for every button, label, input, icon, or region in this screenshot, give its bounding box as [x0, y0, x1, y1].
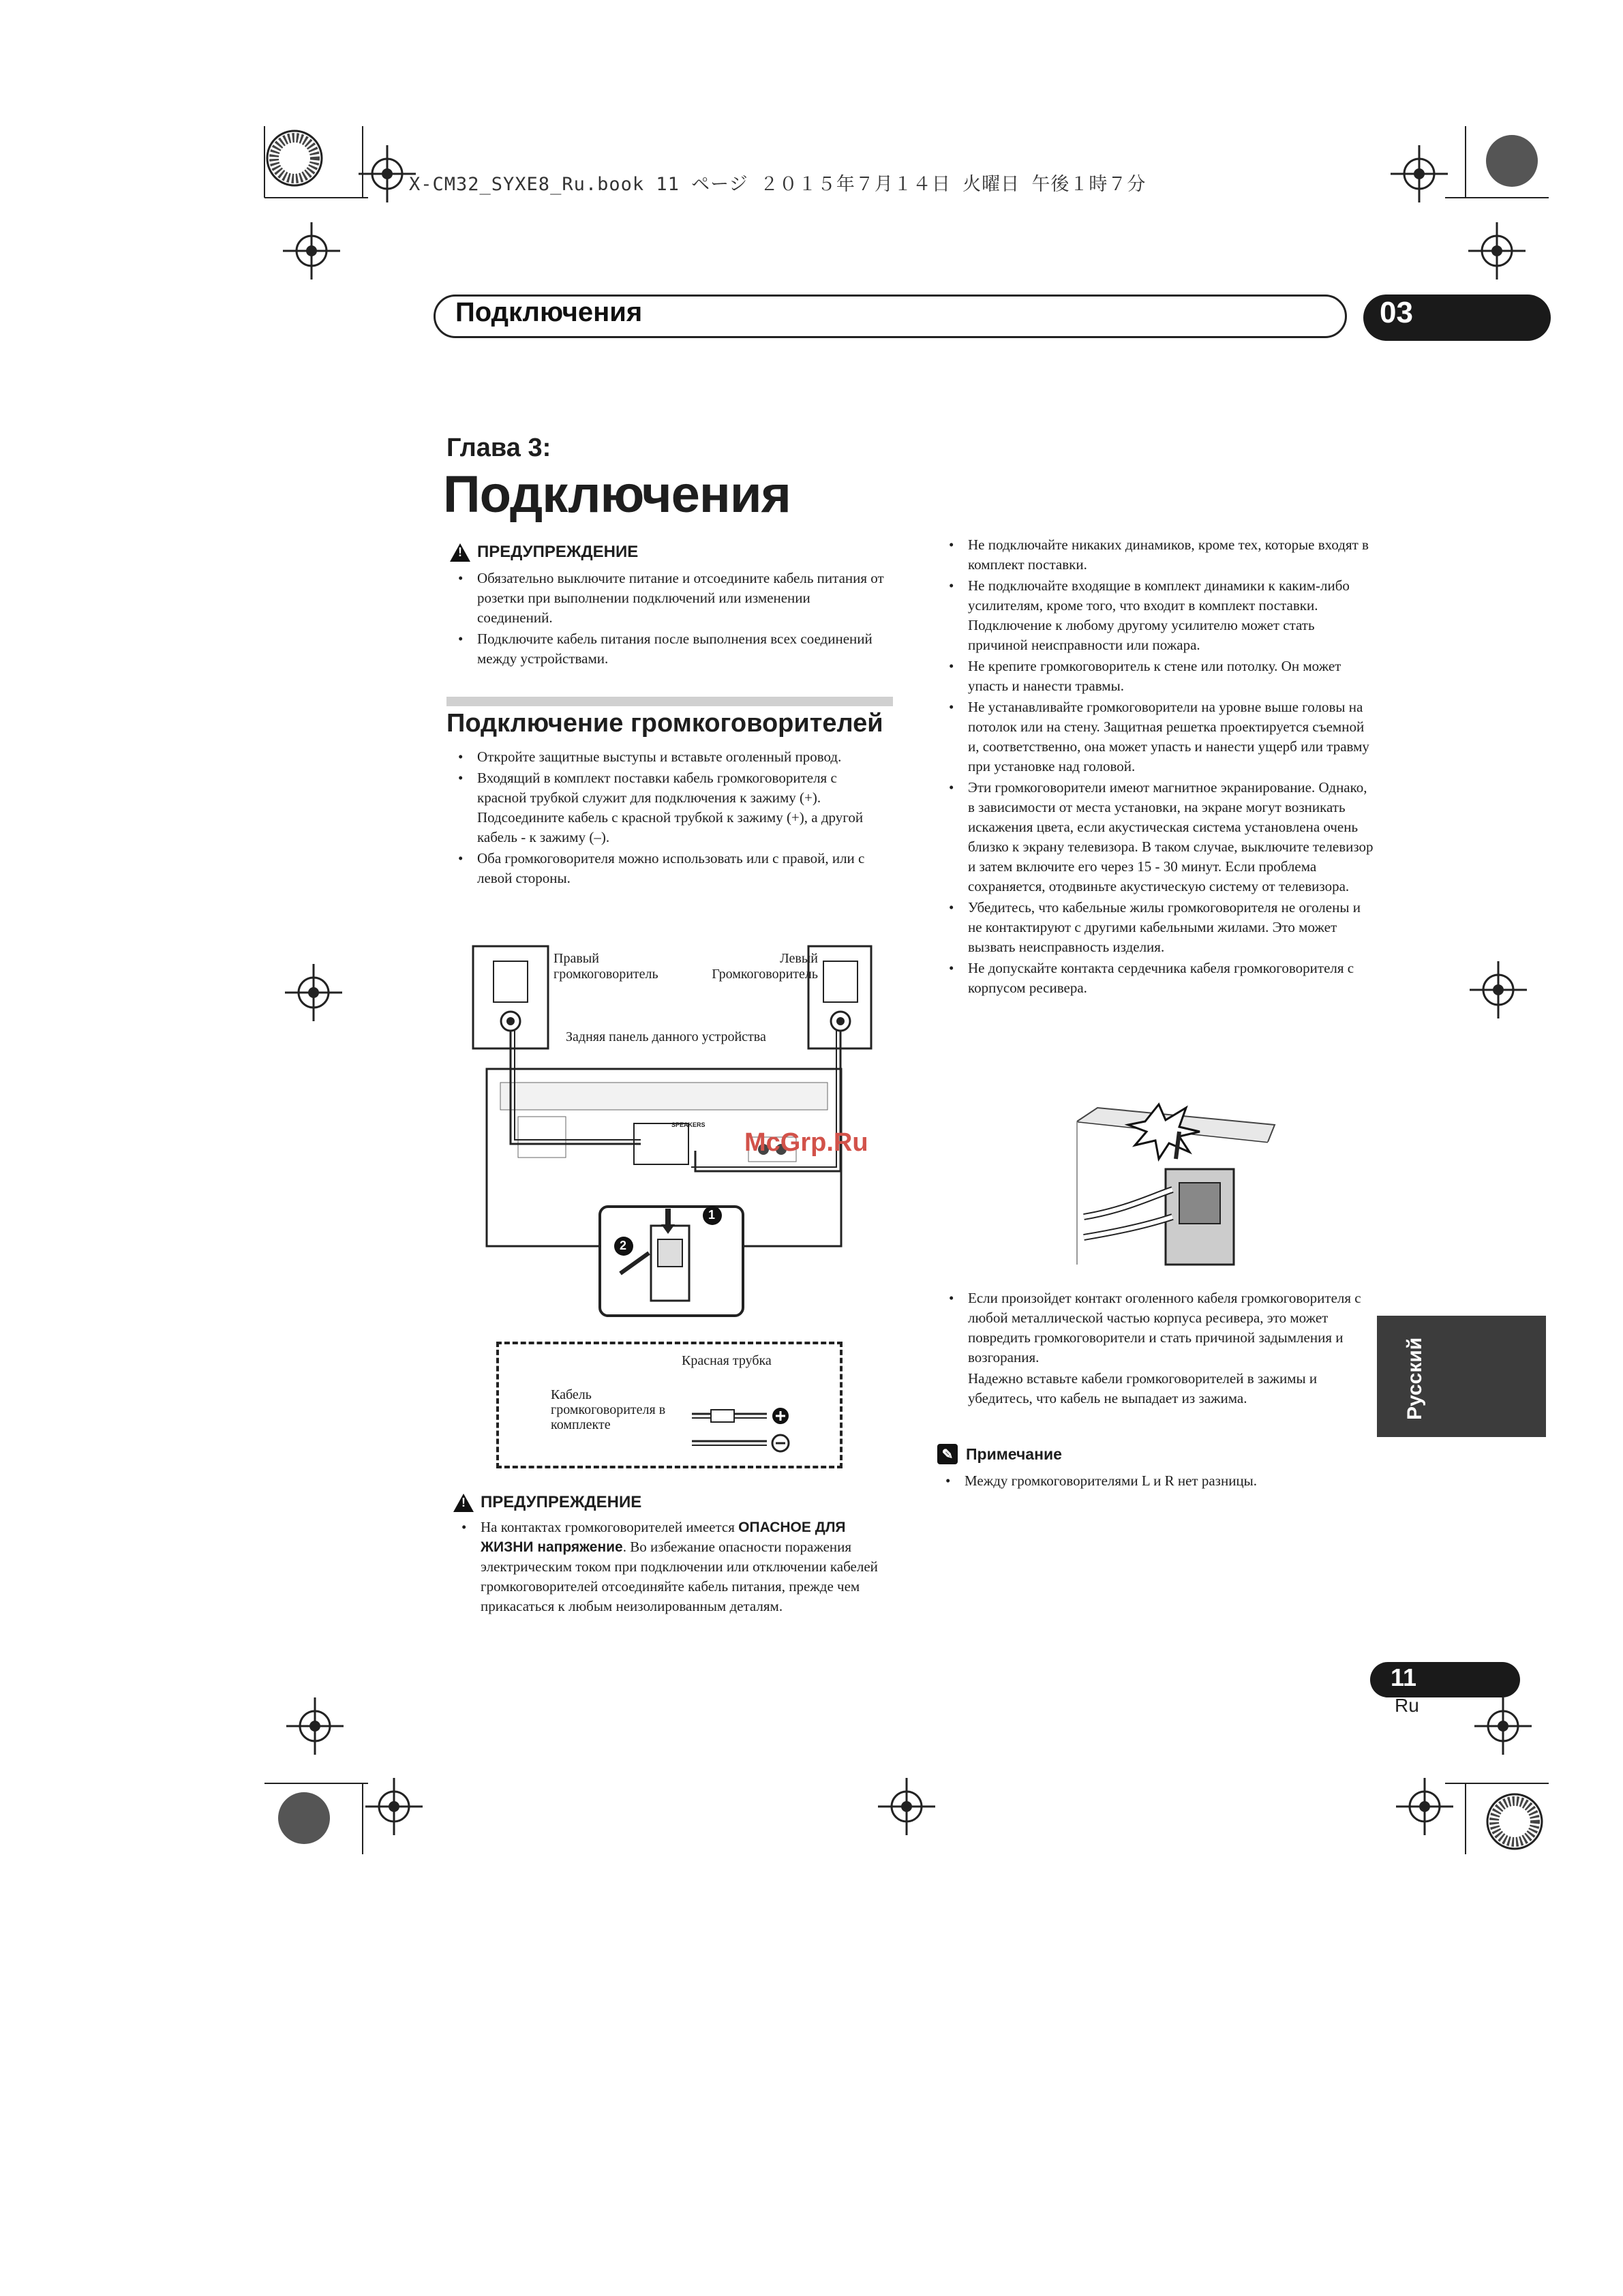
page-number: 11 [1391, 1663, 1417, 1691]
rear-panel-label: Задняя панель данного устройства [566, 1029, 766, 1044]
step-2-marker: 2 [620, 1239, 627, 1252]
cable-illustration [685, 1398, 801, 1459]
list-item: • Не допускайте контакта сердечника кабеля громкоговорителя с корпусом ресивера. [941, 958, 1377, 998]
short-circuit-illustration [1070, 1094, 1281, 1275]
warning-triangle-icon [453, 1494, 474, 1512]
list-item: • Входящий в комплект поставки кабель громкоговорителя с красной трубкой служит для подключения к зажиму (+). Подсоедините кабель с красной трубкой к зажиму (+), а другой кабель - к зажиму (–). [450, 768, 879, 847]
speakers-terminal-label: SPEAKERS [671, 1121, 706, 1128]
speaker-instructions [450, 747, 879, 890]
list-item: • Подключите кабель питания после выполнения всех соединений между устройствами. [450, 629, 886, 669]
pencil-note-icon: ✎ [937, 1444, 958, 1464]
warning-block-2 [453, 1493, 890, 1618]
instruction-list [450, 747, 879, 888]
list-item: • Эти громкоговорители имеют магнитное экранирование. Однако, в зависимости от места установки, на экране могут возникать искажения цвета, если акустическая система установлена очень близко к экрану телевизора. В таком случае, выключите телевизор и затем включите его через 15 - 30 минут. Если проблема сохраняется, отодвиньте акустическую систему от телевизора. [941, 778, 1377, 896]
chapter-number: 03 [1380, 296, 1413, 329]
warning-heading: ! ПРЕДУПРЕЖДЕНИЕ [450, 543, 886, 562]
right-speaker-label: Правый громкоговоритель [553, 951, 658, 982]
contact-list [941, 1288, 1377, 1368]
section-title: Подключения [455, 297, 643, 327]
list-item: • На контактах громкоговорителей имеется ОПАСНОЕ ДЛЯ ЖИЗНИ напряжение. Во избежание опасности поражения электрическим током при подключении или отключении кабелей громкоговорителей отсоединяйте кабель питания, прежде чем прикасаться к любым неизолированным деталям. [453, 1517, 890, 1616]
list-item: • Между громкоговорителями L и R нет разницы. [937, 1471, 1374, 1491]
subsection-title: Подключение громкоговорителей [446, 709, 883, 738]
step-1-marker: 1 [708, 1208, 716, 1222]
precautions-list [941, 535, 1377, 998]
chapter-label: Глава 3: [446, 434, 551, 462]
left-speaker-label: Левый Громкоговоритель [712, 951, 818, 982]
contact-warning [941, 1288, 1377, 1408]
page-language: Ru [1395, 1695, 1419, 1716]
warning-triangle-icon [450, 543, 470, 562]
note-block [937, 1444, 1374, 1492]
list-item: • Не подключайте входящие в комплект динамики к каким-либо усилителям, кроме того, что входит в комплект поставки. Подключение к любому другому усилителю может стать причиной неисправности или пожара. [941, 576, 1377, 655]
list-item: • Не подключайте никаких динамиков, кроме тех, которые входят в комплект поставки. [941, 535, 1377, 575]
cable-label: Кабель громкоговорителя в комплекте [551, 1387, 666, 1432]
note-heading: ✎ Примечание [937, 1444, 1374, 1464]
red-tube-label: Красная трубка [682, 1353, 772, 1368]
note-list [937, 1471, 1374, 1491]
warning-block-1 [450, 543, 886, 670]
list-item: • Не крепите громкоговоритель к стене или потолку. Он может упасть и нанести травмы. [941, 656, 1377, 696]
list-item: • Если произойдет контакт оголенного кабеля громкоговорителя с любой металлической частью корпуса ресивера, это может повредить громкоговорители и стать причиной задымления и возгорания. [941, 1288, 1377, 1368]
warning-heading: ! ПРЕДУПРЕЖДЕНИЕ [453, 1493, 890, 1512]
list-item: • Откройте защитные выступы и вставьте оголенный провод. [450, 747, 879, 767]
warning-list [450, 569, 886, 669]
list-item: • Оба громкоговорителя можно использовать или с правой, или с левой стороны. [450, 849, 879, 888]
section-divider [446, 697, 893, 706]
warning-list [453, 1517, 890, 1616]
list-item: • Обязательно выключите питание и отсоедините кабель питания от розетки при выполнении подключений или изменении соединений. [450, 569, 886, 628]
print-job-header: X-CM32_SYXE8_Ru.book 11 ページ ２０１５年７月１４日 火曜日 午後１時７分 [409, 174, 1147, 195]
chapter-title: Подключения [443, 466, 791, 524]
list-item: • Не устанавливайте громкоговорители на уровне выше головы на потолок или на стену. Защитная решетка проектируется съемной и, соответственно, она может упасть и нанести ущерб или травму при установке над головой. [941, 697, 1377, 776]
list-item: • Убедитесь, что кабельные жилы громкоговорителя не оголены и не контактируют с другими кабельными жилами. Это может вызвать неисправность изделия. [941, 898, 1377, 957]
clamp-paragraph: Надежно вставьте кабели громкоговорителей в зажимы и убедитесь, что кабель не выпадает из зажима. [968, 1370, 1318, 1406]
right-column-list [941, 535, 1377, 999]
language-tab-label: Русский [1404, 1337, 1426, 1421]
watermark-text: McGrp.Ru [744, 1128, 868, 1157]
